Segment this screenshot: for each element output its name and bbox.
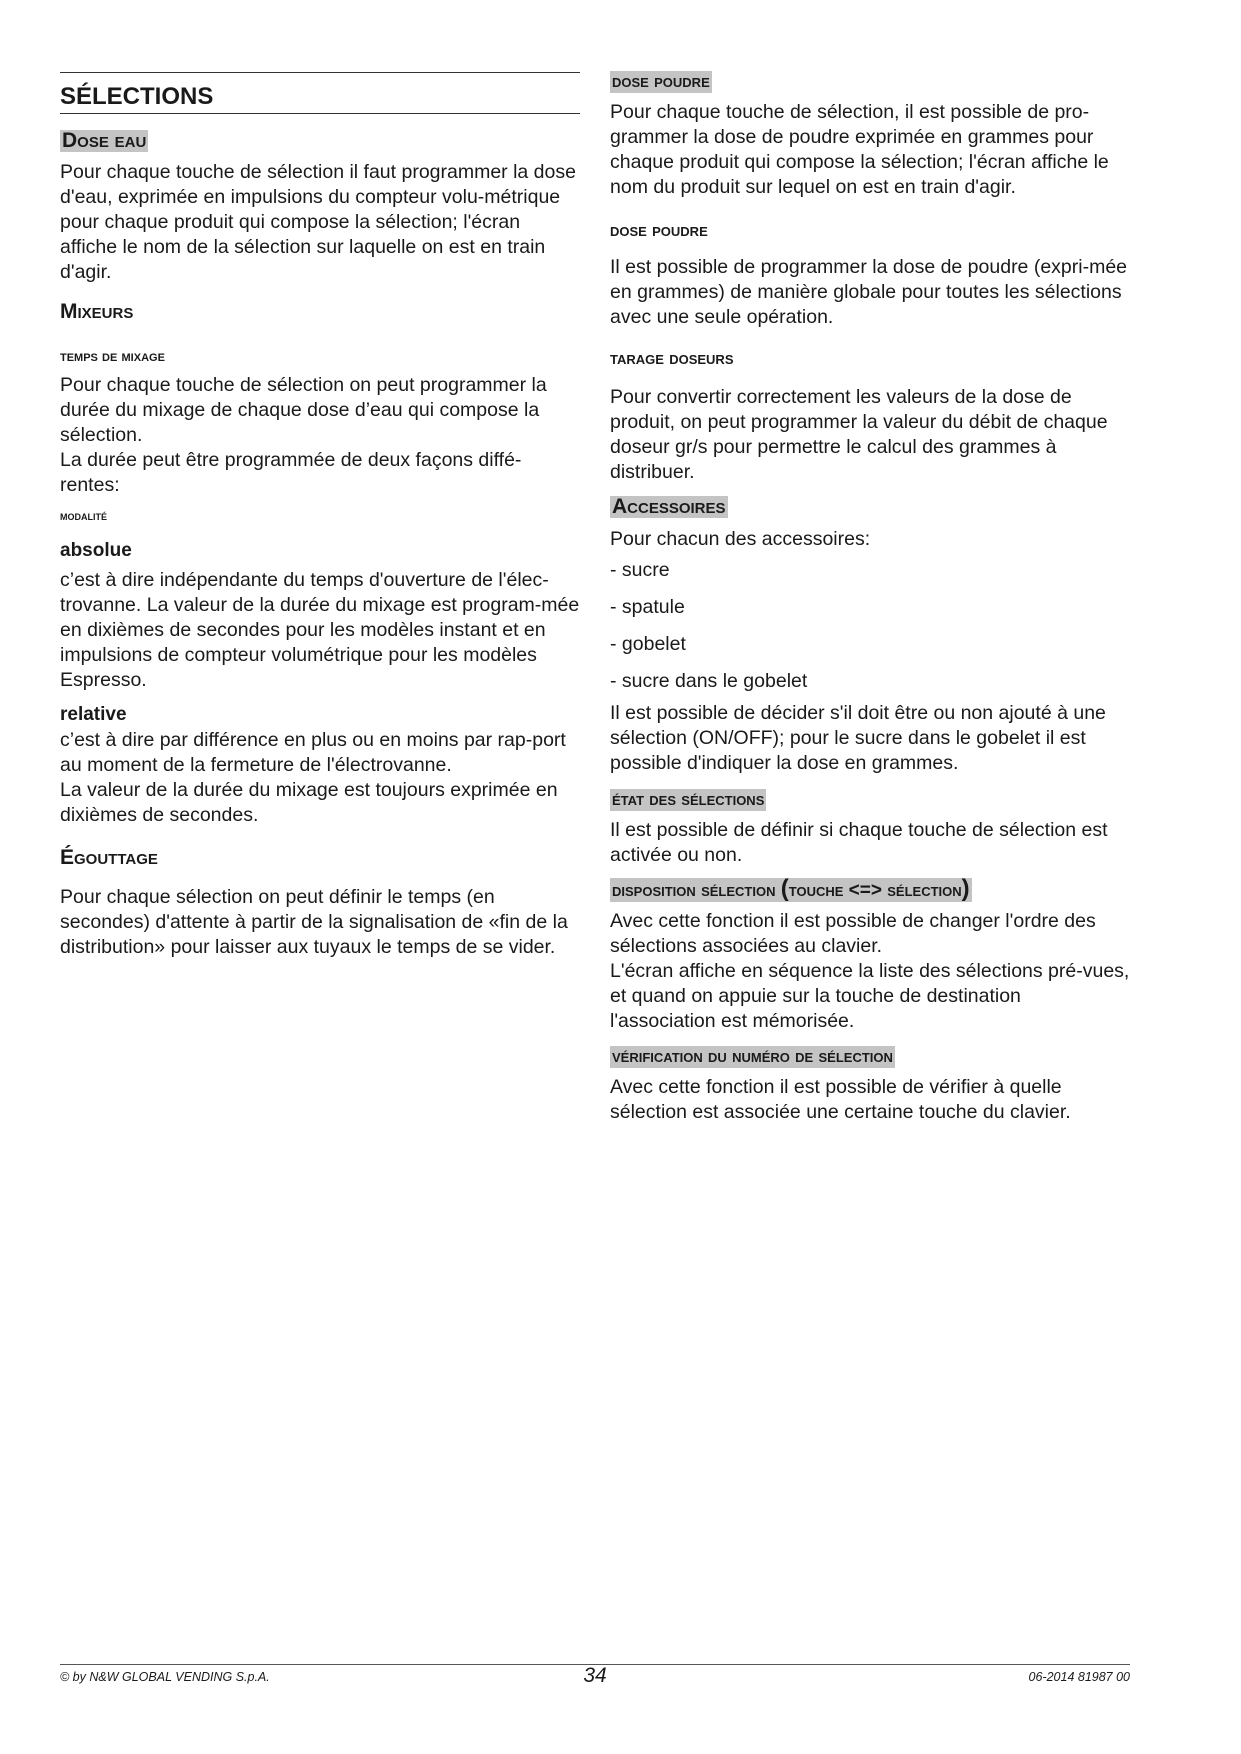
- paragraph-dose-poudre-1: Pour chaque touche de sélection, il est possible de pro-grammer la dose de poudre exprimée en grammes pour chaque produit qui compose la sélection; l'écran affiche le nom du produit sur lequel on est en train d'agir.: [610, 101, 1109, 198]
- footer-copyright: © by N&W GLOBAL VENDING S.p.A.: [60, 1670, 270, 1684]
- heading-etat-des-selections: état des sélections: [612, 789, 765, 810]
- paragraph-tarage: Pour convertir correctement les valeurs de la dose de produit, on peut programmer la valeur du débit de chaque doseur gr/s pour permettre le calcul des grammes à distribuer.: [610, 386, 1108, 483]
- paragraph-accessoires-intro: Pour chacun des accessoires:: [610, 528, 871, 550]
- heading-dose-poudre-1: dose poudre: [612, 71, 710, 92]
- page-title: SÉLECTIONS: [60, 72, 580, 114]
- heading-disposition-part-1: disposition sélection: [612, 880, 781, 901]
- heading-relative: relative: [60, 704, 127, 725]
- heading-tarage-doseurs: tarage doseurs: [610, 348, 734, 369]
- paragraph-etat: Il est possible de définir si chaque touche de sélection est activée ou non.: [610, 819, 1108, 866]
- list-item: - spatule: [610, 596, 685, 618]
- paragraph-absolue: c’est à dire indépendante du temps d'ouverture de l'élec-trovanne. La valeur de la durée du mixage est program-mée en dixièmes de secondes pour les modèles instant et en impulsions de compteur volumétrique pour les modèles Espresso.: [60, 569, 580, 691]
- paragraph-temps-1: Pour chaque touche de sélection on peut programmer la durée du mixage de chaque dose d’eau qui compose la sélection.: [60, 374, 547, 446]
- heading-modalite: modalité: [60, 508, 107, 523]
- heading-disposition-part-2: touche <=> sélection: [788, 880, 962, 901]
- paragraph-relative-2: La valeur de la durée du mixage est toujours exprimée en dixièmes de secondes.: [60, 779, 558, 826]
- list-item: - sucre: [610, 559, 670, 581]
- paragraph-dose-poudre-2: Il est possible de programmer la dose de poudre (expri-mée en grammes) de manière globale pour toutes les sélections avec une seule opération.: [610, 256, 1128, 328]
- paren-close: ): [961, 875, 970, 902]
- paragraph-accessoires: Il est possible de décider s'il doit être ou non ajouté à une sélection (ON/OFF); pour le sucre dans le gobelet il est possible d'indiquer la dose en grammes.: [610, 702, 1106, 774]
- footer-page-number: 34: [583, 1664, 607, 1687]
- list-item: - gobelet: [610, 633, 686, 655]
- paragraph-disposition-1: Avec cette fonction il est possible de changer l'ordre des sélections associées au clavier.: [610, 910, 1096, 957]
- paragraph-temps-2: La durée peut être programmée de deux façons diffé-rentes:: [60, 449, 522, 496]
- paragraph-dose-eau: Pour chaque touche de sélection il faut programmer la dose d'eau, exprimée en impulsions du compteur volu-métrique pour chaque produit qui compose la sélection; l'écran affiche le nom de la sélection sur laquelle on est en train d'agir.: [60, 161, 576, 283]
- heading-dose-eau: Dose eau: [62, 129, 147, 152]
- heading-mixeurs: Mixeurs: [60, 300, 134, 323]
- heading-accessoires: Accessoires: [612, 495, 726, 518]
- footer-doc-ref: 06-2014 81987 00: [1028, 1670, 1130, 1684]
- paren-open: (: [780, 875, 789, 902]
- paragraph-egouttage: Pour chaque sélection on peut définir le temps (en secondes) d'attente à partir de la signalisation de «fin de la distribution» pour laisser aux tuyaux le temps de se vider.: [60, 886, 568, 958]
- paragraph-relative-1: c’est à dire par différence en plus ou en moins par rap-port au moment de la fermeture de l'électrovanne.: [60, 729, 566, 776]
- heading-disposition-selection: [610, 875, 972, 902]
- heading-dose-poudre-2: dose poudre: [610, 220, 708, 241]
- heading-temps-de-mixage: temps de mixage: [60, 348, 165, 365]
- paragraph-verification: Avec cette fonction il est possible de vérifier à quelle sélection est associée une certaine touche du clavier.: [610, 1076, 1071, 1123]
- paragraph-disposition-2: L'écran affiche en séquence la liste des sélections pré-vues, et quand on appuie sur la touche de destination l'association est mémorisée.: [610, 960, 1130, 1032]
- heading-absolue: absolue: [60, 540, 132, 561]
- list-item: - sucre dans le gobelet: [610, 670, 808, 692]
- heading-egouttage: Égouttage: [60, 846, 158, 869]
- heading-verification: vérification du numéro de sélection: [612, 1046, 893, 1067]
